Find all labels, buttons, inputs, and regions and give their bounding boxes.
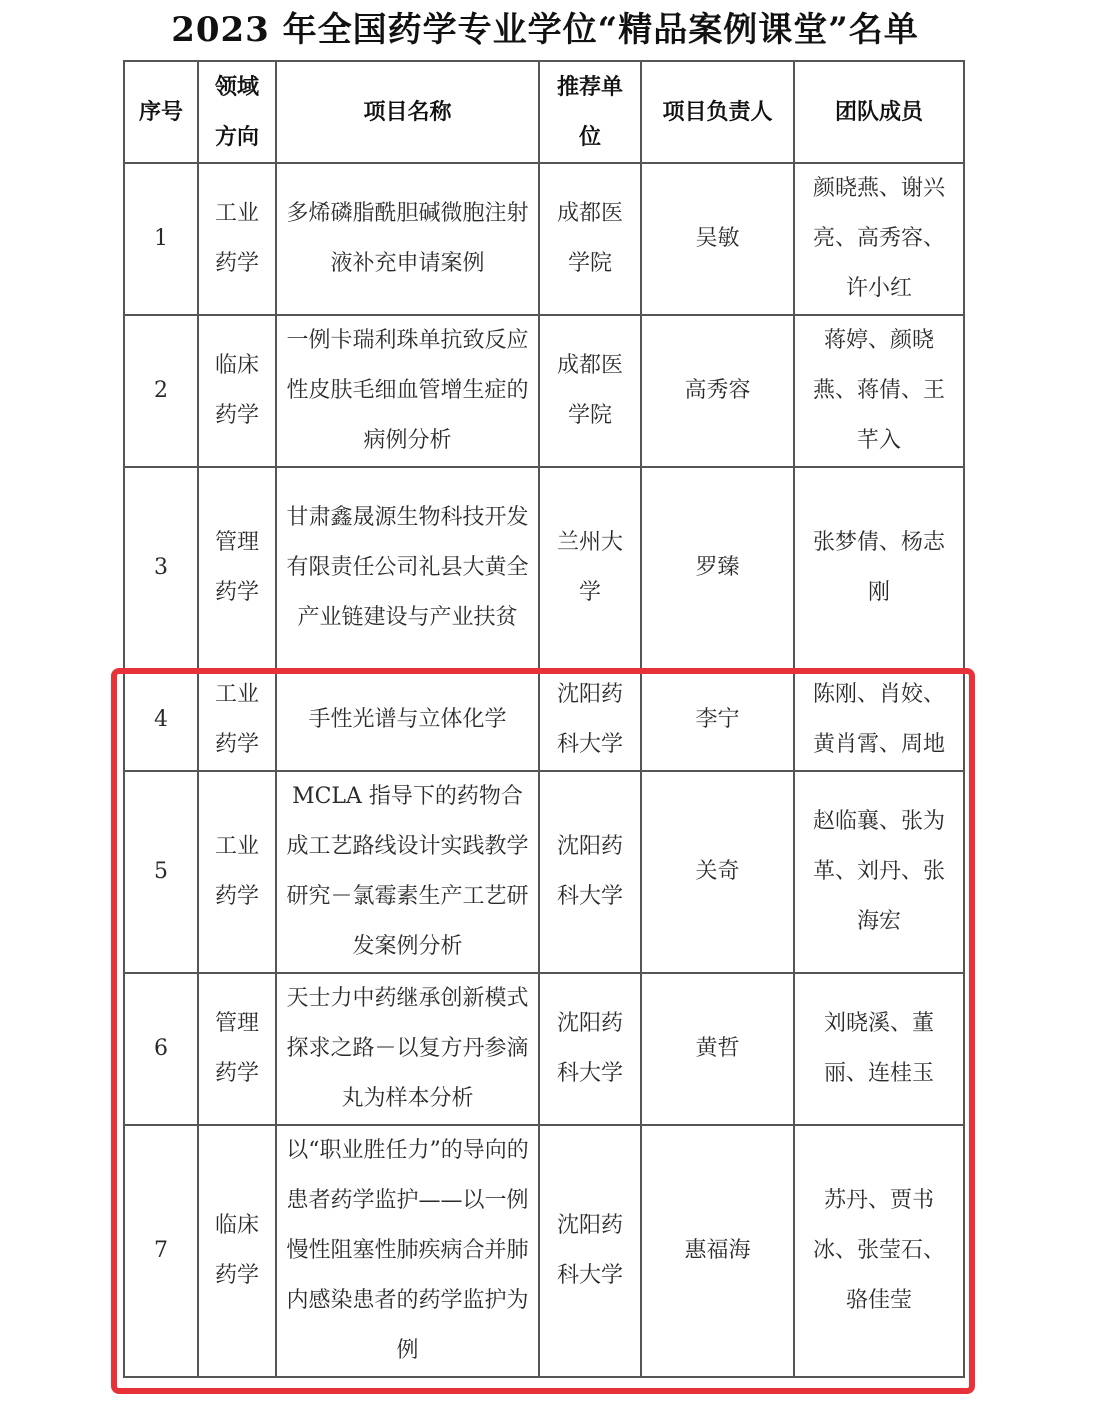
cell-unit: 沈阳药科大学 xyxy=(539,771,641,973)
cell-unit: 成都医学院 xyxy=(539,163,641,315)
header-number: 序号 xyxy=(124,61,198,163)
cell-unit: 成都医学院 xyxy=(539,315,641,467)
cell-number: 3 xyxy=(124,467,198,669)
cell-field: 工业药学 xyxy=(198,771,276,973)
cell-team: 蒋婷、颜晓燕、蒋倩、王芊入 xyxy=(794,315,964,467)
table-header-row xyxy=(124,61,964,163)
table-row xyxy=(124,973,964,1125)
cell-field: 临床药学 xyxy=(198,1125,276,1377)
header-field: 领域方向 xyxy=(198,61,276,163)
cell-field: 工业药学 xyxy=(198,163,276,315)
cell-team: 陈刚、肖姣、黄肖霄、周地 xyxy=(794,669,964,771)
cell-team: 刘晓溪、董丽、连桂玉 xyxy=(794,973,964,1125)
cell-field: 临床药学 xyxy=(198,315,276,467)
cell-unit: 沈阳药科大学 xyxy=(539,669,641,771)
cell-project: 以“职业胜任力”的导向的患者药学监护——以一例慢性阻塞性肺疾病合并肺内感染患者的药学监护为例 xyxy=(276,1125,539,1377)
cell-project: MCLA 指导下的药物合成工艺路线设计实践教学研究－氯霉素生产工艺研发案例分析 xyxy=(276,771,539,973)
cell-field: 工业药学 xyxy=(198,669,276,771)
cell-leader: 关奇 xyxy=(641,771,794,973)
cell-leader: 高秀容 xyxy=(641,315,794,467)
cell-leader: 罗臻 xyxy=(641,467,794,669)
cell-number: 7 xyxy=(124,1125,198,1377)
table-row xyxy=(124,1125,964,1377)
cell-field: 管理药学 xyxy=(198,973,276,1125)
cell-project: 一例卡瑞利珠单抗致反应性皮肤毛细血管增生症的病例分析 xyxy=(276,315,539,467)
cell-project: 天士力中药继承创新模式探求之路－以复方丹参滴丸为样本分析 xyxy=(276,973,539,1125)
cell-number: 2 xyxy=(124,315,198,467)
cell-number: 6 xyxy=(124,973,198,1125)
document-title: 2023 年全国药学专业学位“精品案例课堂”名单 xyxy=(171,10,919,50)
header-unit: 推荐单位 xyxy=(539,61,641,163)
cell-leader: 吴敏 xyxy=(641,163,794,315)
table-row xyxy=(124,467,964,669)
cell-unit: 沈阳药科大学 xyxy=(539,1125,641,1377)
cell-team: 苏丹、贾书冰、张莹石、骆佳莹 xyxy=(794,1125,964,1377)
cell-team: 赵临襄、张为革、刘丹、张海宏 xyxy=(794,771,964,973)
table-row xyxy=(124,771,964,973)
cell-project: 手性光谱与立体化学 xyxy=(276,669,539,771)
table-row xyxy=(124,669,964,771)
cell-number: 5 xyxy=(124,771,198,973)
cell-unit: 沈阳药科大学 xyxy=(539,973,641,1125)
cell-project: 甘肃鑫晟源生物科技开发有限责任公司礼县大黄全产业链建设与产业扶贫 xyxy=(276,467,539,669)
header-project: 项目名称 xyxy=(276,61,539,163)
award-list-table xyxy=(123,60,965,1378)
cell-leader: 李宁 xyxy=(641,669,794,771)
cell-leader: 惠福海 xyxy=(641,1125,794,1377)
cell-team: 颜晓燕、谢兴亮、高秀容、许小红 xyxy=(794,163,964,315)
cell-field: 管理药学 xyxy=(198,467,276,669)
table-row xyxy=(124,315,964,467)
header-team: 团队成员 xyxy=(794,61,964,163)
cell-unit: 兰州大学 xyxy=(539,467,641,669)
cell-leader: 黄哲 xyxy=(641,973,794,1125)
table-row xyxy=(124,163,964,315)
cell-team: 张梦倩、杨志刚 xyxy=(794,467,964,669)
header-leader: 项目负责人 xyxy=(641,61,794,163)
cell-number: 1 xyxy=(124,163,198,315)
cell-number: 4 xyxy=(124,669,198,771)
cell-project: 多烯磷脂酰胆碱微胞注射液补充申请案例 xyxy=(276,163,539,315)
